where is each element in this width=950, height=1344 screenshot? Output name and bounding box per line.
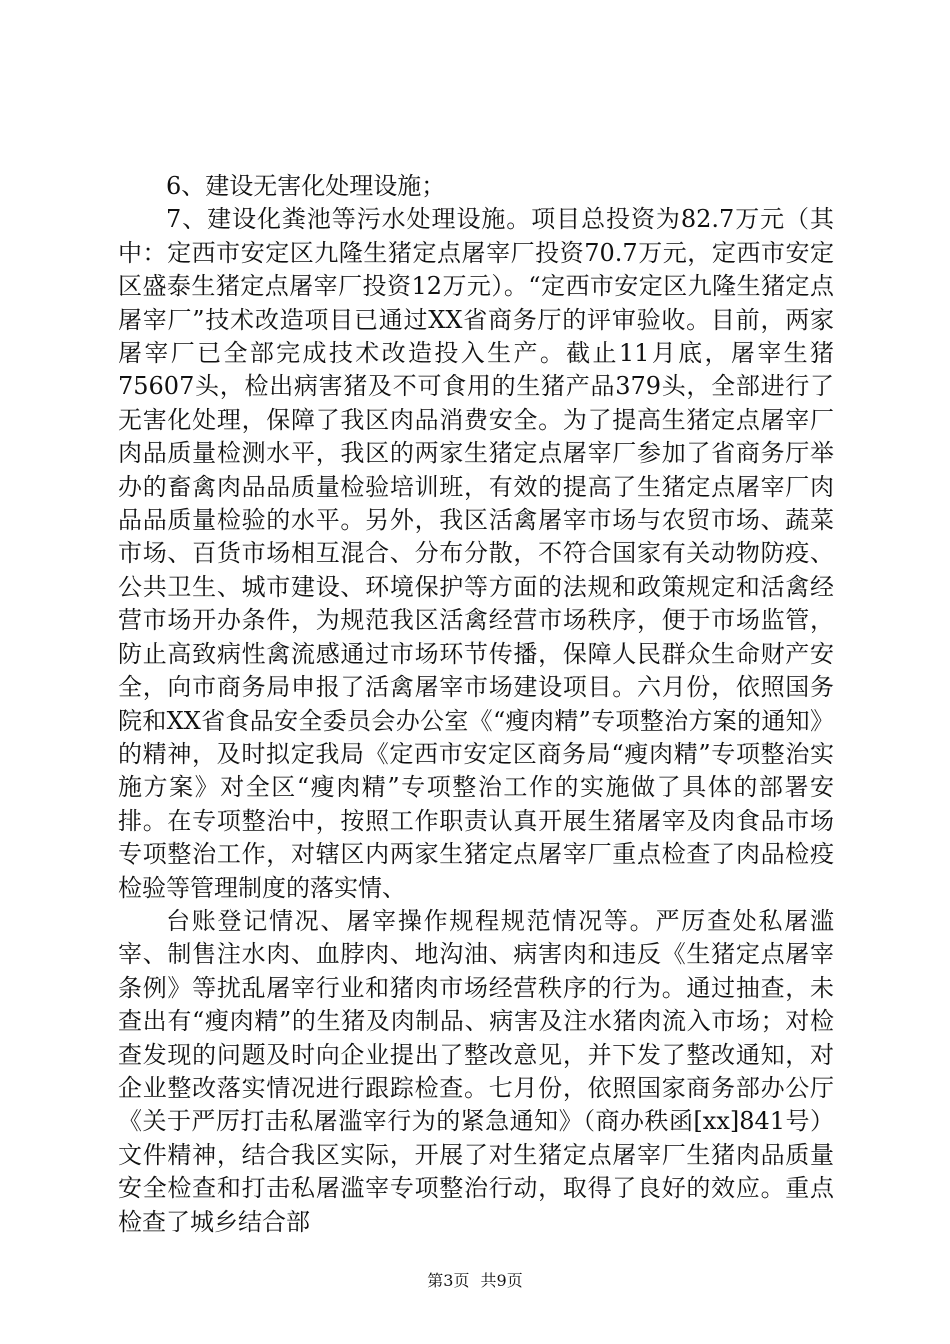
paragraph-ledger-check: 台账登记情况、屠宰操作规程规范情况等。严厉查处私屠滥宰、制售注水肉、血脖肉、地沟油、病害肉和违反《生猪定点屠宰条例》等扰乱屠宰行业和猪肉市场经营秩序的行为。通过抽查，未查出有“瘦肉精”的生猪及肉制品、病害及注水猪肉流入市场；对检查发现的问题及时向企业提出了整改意见，并下发了整改通知，对企业整改落实情况进行跟踪检查。七月份，依照国家商务部办公厅《关于严厉打击私屠滥宰行为的紧急通知》（商办秩函[xx]841号）文件精神，结合我区实际，开展了对生猪定点屠宰厂生猪肉品质量安全检查和打击私屠滥宰专项整治行动，取得了良好的效应。重点检查了城乡结合部 bbox=[118, 906, 834, 1236]
paragraph-item-6: 6、建设无害化处理设施； bbox=[166, 172, 446, 200]
page-total: 共9页 bbox=[480, 1271, 523, 1290]
document-body bbox=[118, 170, 834, 1239]
page-footer bbox=[0, 1271, 950, 1291]
page-number: 第3页 bbox=[427, 1271, 470, 1290]
paragraph-item-7: 7、建设化粪池等污水处理设施。项目总投资为82.7万元（其中：定西市安定区九隆生猪定点屠宰厂投资70.7万元，定西市安定区盛泰生猪定点屠宰厂投资12万元）。“定西市安定区九隆生猪定点屠宰厂”技术改造项目已通过XX省商务厅的评审验收。目前，两家屠宰厂已全部完成技术改造投入生产。截止11月底，屠宰生猪75607头，检出病害猪及不可食用的生猪产品379头，全部进行了无害化处理，保障了我区肉品消费安全。为了提高生猪定点屠宰厂肉品质量检测水平，我区的两家生猪定点屠宰厂参加了省商务厅举办的畜禽肉品品质量检验培训班，有效的提高了生猪定点屠宰厂肉品品质量检验的水平。另外，我区活禽屠宰市场与农贸市场、蔬菜市场、百货市场相互混合、分布分散，不符合国家有关动物防疫、公共卫生、城市建设、环境保护等方面的法规和政策规定和活禽经营市场开办条件，为规范我区活禽经营市场秩序，便于市场监管，防止高致病性禽流感通过市场环节传播，保障人民群众生命财产安全，向市商务局申报了活禽屠宰市场建设项目。六月份，依照国务院和XX省食品安全委员会办公室《“瘦肉精”专项整治方案的通知》的精神，及时拟定我局《定西市安定区商务局“瘦肉精”专项整治实施方案》对全区“瘦肉精”专项整治工作的实施做了具体的部署安排。在专项整治中，按照工作职责认真开展生猪屠宰及肉食品市场专项整治工作，对辖区内两家生猪定点屠宰厂重点检查了肉品检疫检验等管理制度的落实情、 bbox=[118, 205, 834, 902]
